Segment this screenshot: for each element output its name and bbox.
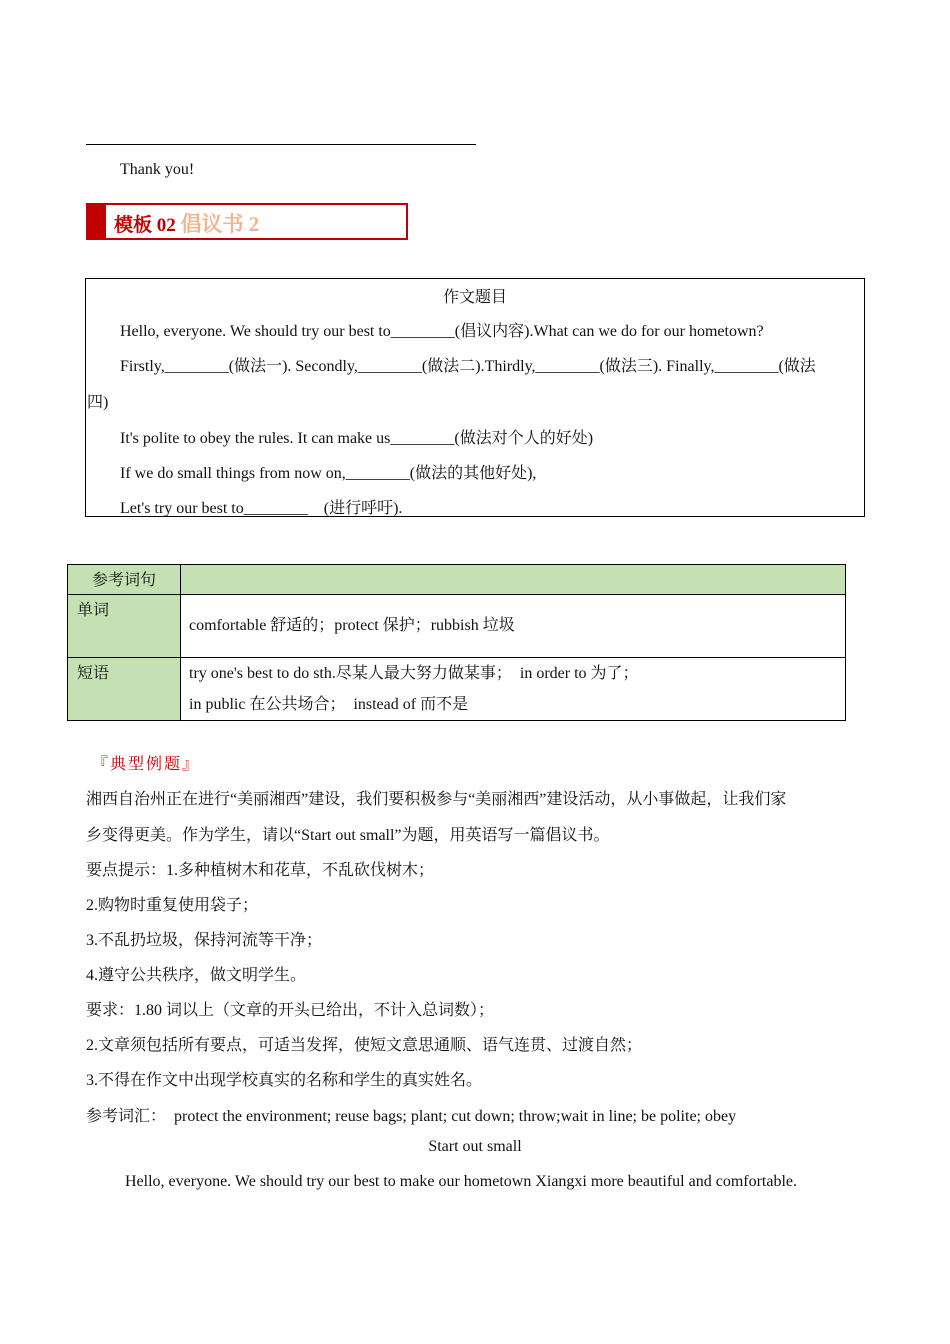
example-line-2: 乡变得更美。作为学生，请以“Start out small”为题，用英语写一篇倡议书。 [86,827,610,844]
top-divider [86,144,476,145]
words-line: comfortable 舒适的；protect 保护；rubbish 垃圾 [189,617,515,634]
row-content-phrases [181,658,846,721]
phrases-line-1: try one's best to do sth.尽某人最大努力做某事； in order to 为了； [189,665,639,682]
row-label-phrases: 短语 [68,658,181,721]
reference-table-header-row [68,565,846,595]
reference-table-header: 参考词句 [68,565,181,595]
table-row [68,658,846,721]
example-line-7: 要求：1.80 词以上（文章的开头已给出，不计入总词数）； [86,1002,495,1019]
prompt-line-2: Firstly,________(做法一). Secondly,________(做法二).Thirdly,________(做法三). Finally,________(做法 [120,358,816,375]
prompt-line-1: Hello, everyone. We should try our best to________(倡议内容).What can we do for our hometown? [120,323,764,340]
essay-first-line: Hello, everyone. We should try our best to make our hometown Xiangxi more beautiful and comfortable. [125,1173,798,1190]
template-name: 倡议书 2 [180,212,260,236]
example-line-4: 2.购物时重复使用袋子； [86,897,259,914]
example-line-1: 湘西自治州正在进行“美丽湘西”建设，我们要积极参与“美丽湘西”建设活动，从小事做起，让我们家 [86,791,787,808]
example-line-9: 3.不得在作文中出现学校真实的名称和学生的真实姓名。 [86,1072,483,1089]
essay-prompt-box [85,278,865,517]
example-line-8: 2.文章须包括所有要点，可适当发挥，使短文意思通顺、语气连贯、过渡自然； [86,1037,643,1054]
example-line-3: 要点提示：1.多种植树木和花草，不乱砍伐树木； [86,862,435,879]
row-label-words: 单词 [68,595,181,658]
example-line-10: 参考词汇： protect the environment; reuse bags; plant; cut down; throw;wait in line; be polite; obey [86,1108,737,1125]
closing-text: Thank you! [120,161,195,178]
example-line-6: 4.遵守公共秩序，做文明学生。 [86,967,307,984]
reference-table-header-empty [181,565,846,595]
prompt-line-2-wrap: 四) [87,394,109,411]
prompt-line-4: If we do small things from now on,________(做法的其他好处), [120,465,537,482]
reference-table [67,564,846,721]
phrases-line-2: in public 在公共场合； instead of 而不是 [189,696,469,713]
example-line-5: 3.不乱扔垃圾，保持河流等干净； [86,932,323,949]
template-accent-bar [88,205,106,238]
essay-title: Start out small [428,1138,522,1155]
prompt-line-3: It's polite to obey the rules. It can make us________(做法对个人的好处) [120,430,594,447]
example-section-title: 『典型例题』 [92,756,201,773]
table-row [68,595,846,658]
template-label: 模板 02 [114,215,181,236]
prompt-heading: 作文题目 [442,289,507,306]
template-heading [114,208,259,238]
prompt-line-5: Let's try our best to________ (进行呼吁). [120,500,403,517]
template-heading-box [86,203,408,240]
row-content-words [181,595,846,658]
